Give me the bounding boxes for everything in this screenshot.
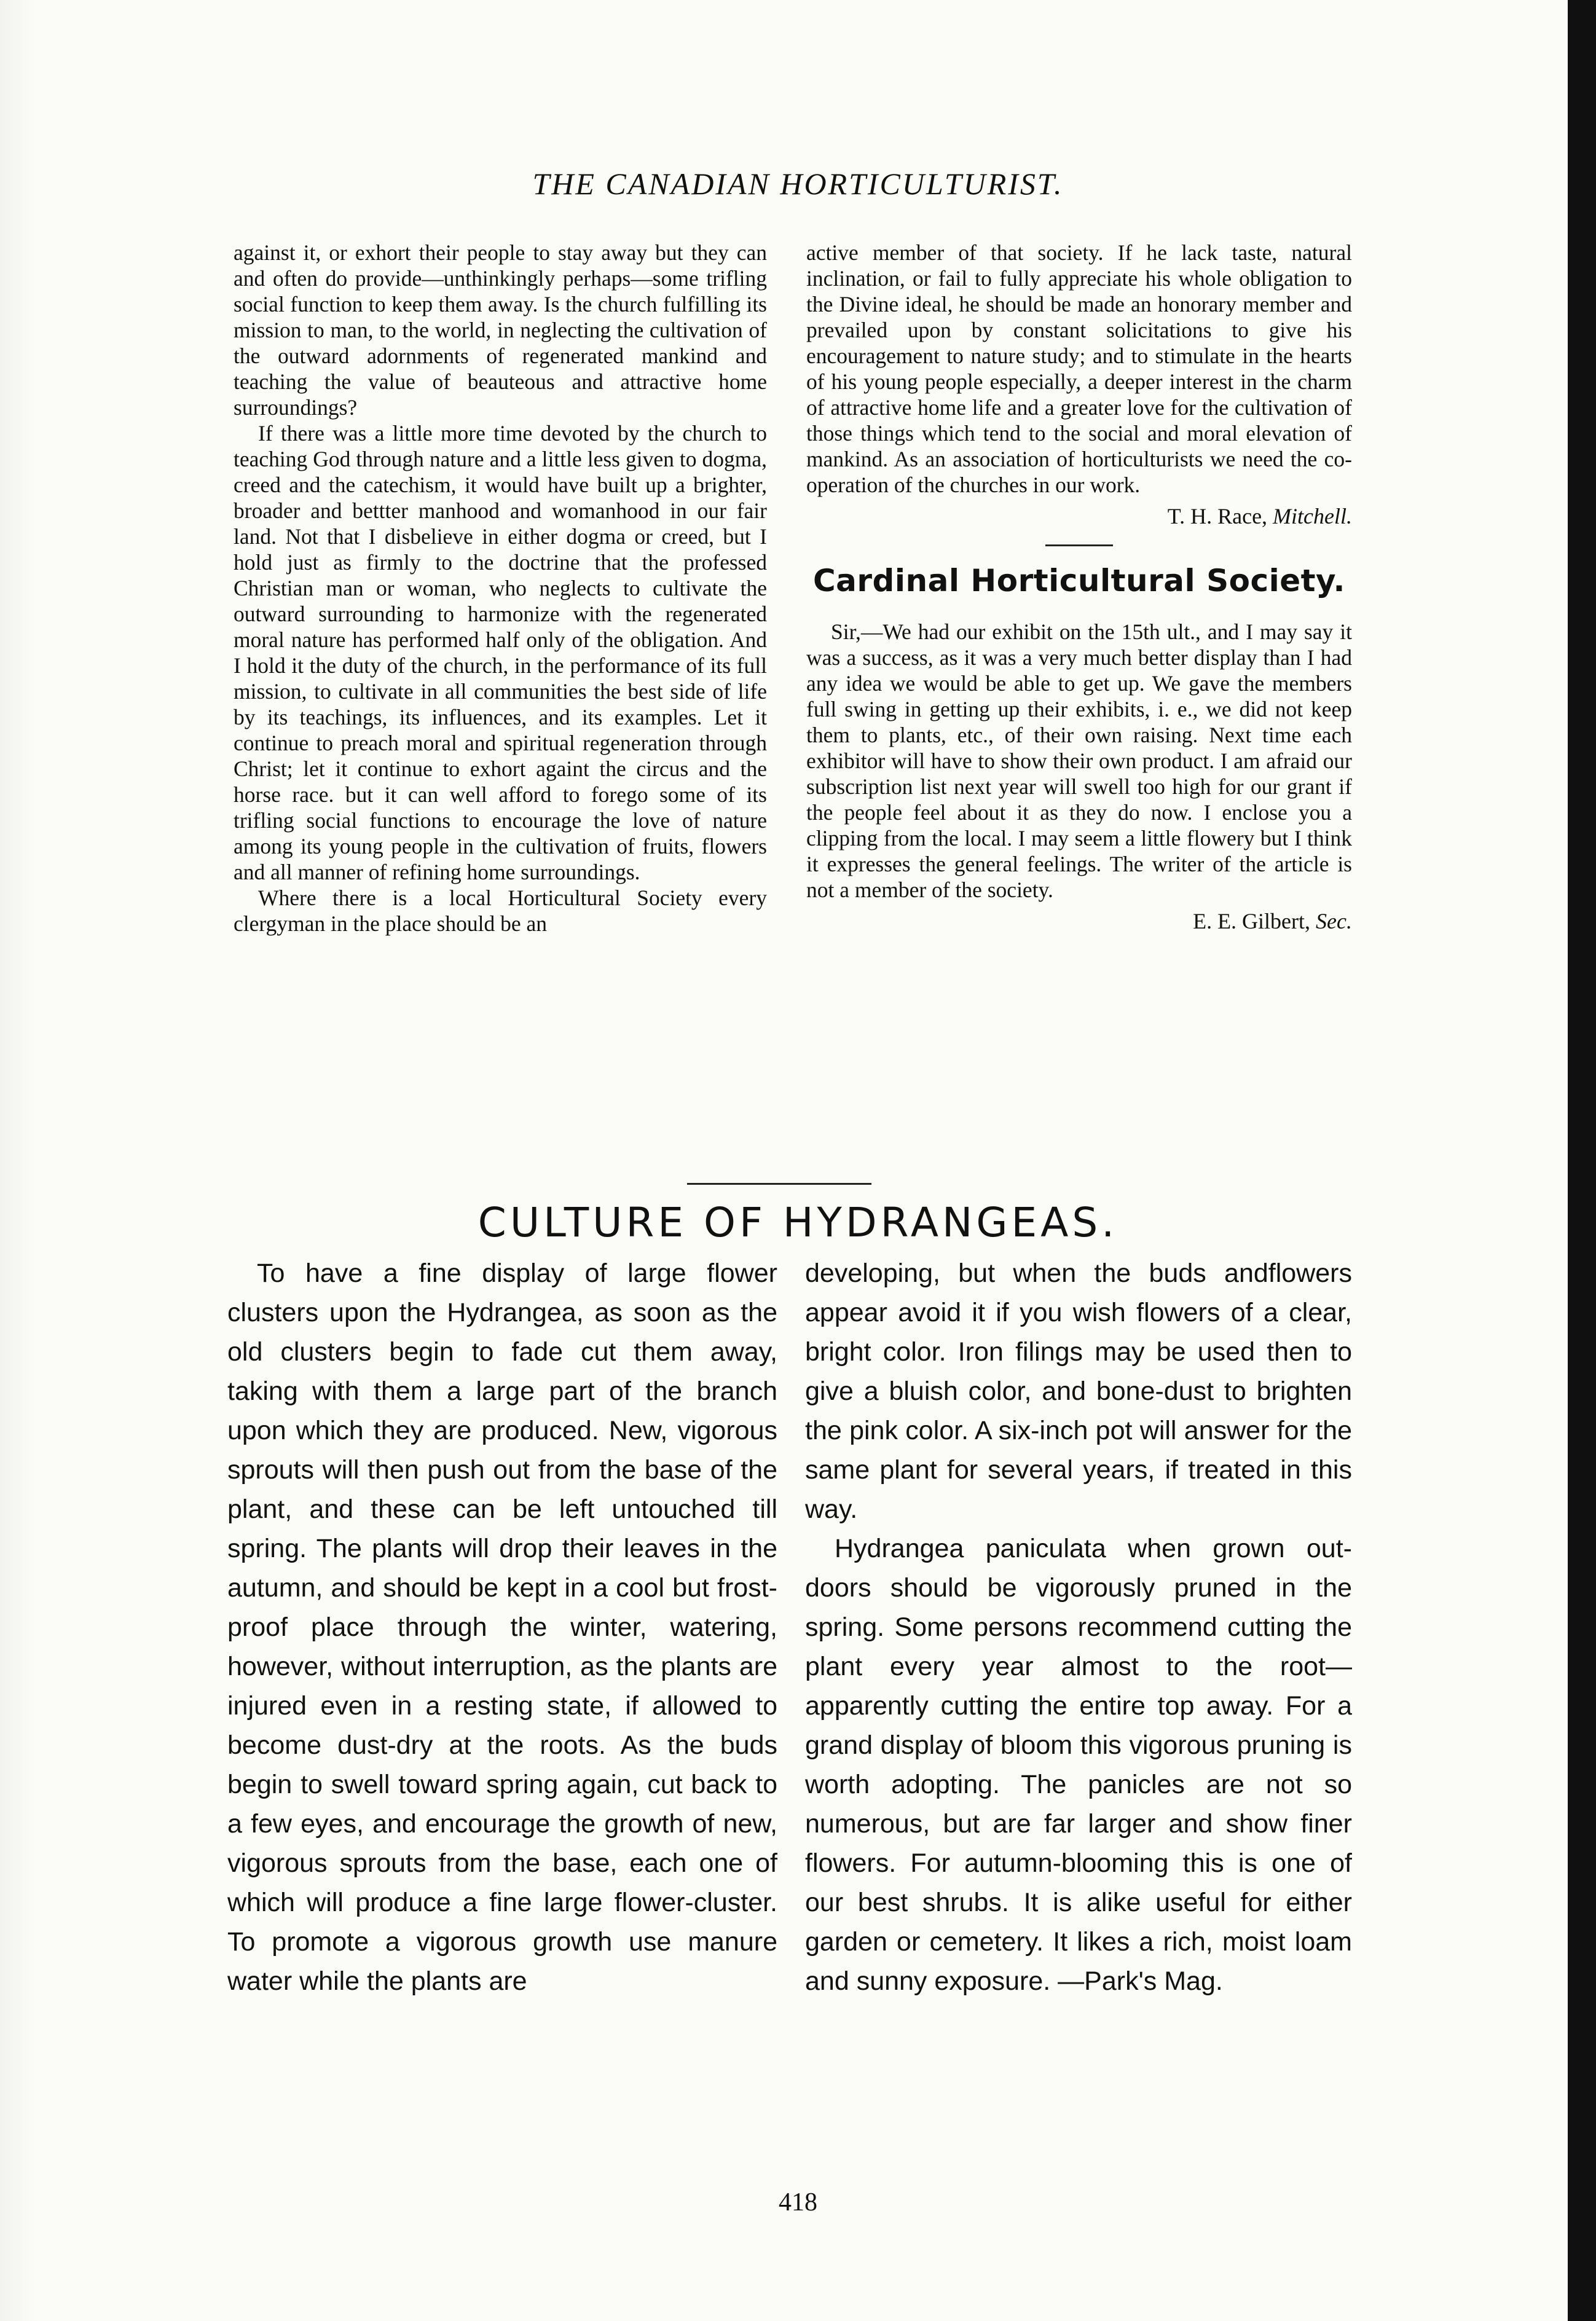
section-title: Cardinal Horticultural Society. xyxy=(812,563,1346,599)
signature-role: Sec. xyxy=(1316,909,1352,933)
paragraph: Where there is a local Horticultural Society every clergyman in the place should be an xyxy=(234,886,767,936)
paragraph: Hydrangea paniculata when grown out-doors should be vigorously pruned in the spring. Some persons recommend cutting the plant every year almost to the root—apparently cutting the entire top away. For a grand display of bloom this vigorous pruning is worth adopting. The panicles are not so numerous, but are far larger and show finer flowers. For autumn-blooming this is one of our best shrubs. It is alike useful for either garden or cemetery. It likes a rich, moist loam and sunny exposure. —Park's Mag. xyxy=(805,1534,1352,1996)
signature xyxy=(806,908,1352,935)
signature-place: Mitchell. xyxy=(1273,504,1352,528)
signature-name: T. H. Race, xyxy=(1167,504,1268,528)
paragraph: developing, but when the buds andflowers appear avoid it if you wish flowers of a clear, bright color. Iron filings may be used then to give a bluish color, and bone-dust to brighten the pink color. A six-inch pot will answer for the same plant for several years, if treated in this way. xyxy=(805,1259,1352,1524)
letter-paragraph: Sir,—We had our exhibit on the 15th ult., and I may say it was a success, as it was a very much better display than I had any idea we would be able to get up. We gave the members full swing in getting up their exhibits, i. e., we did not keep them to plants, etc., of their own raising. Next time each exhibitor will have to show their own product. I am afraid our subscription list next year will swell too high for our grant if the people feel about it as they do now. I enclose you a clipping from the local. I may seem a little flowery but I think it expresses the general feelings. The writer of the article is not a member of the society. xyxy=(806,619,1352,902)
page-number: 418 xyxy=(779,2188,817,2217)
top-two-column-section xyxy=(234,240,1352,1174)
section-divider xyxy=(687,1183,871,1185)
paragraph: against it, or exhort their people to stay away but they can and often do provide—unthinkingly perhaps—some trifling social function to keep them away. Is the church fulfilling its mission to man, to the world, in neglecting the cultivation of the outward adornments of regenerated mankind and teaching the value of beauteous and attractive home surroundings? xyxy=(234,240,767,420)
article-left-column xyxy=(227,1254,777,2001)
paragraph: To have a fine display of large flower clusters upon the Hydrangea, as soon as the old clusters begin to fade cut them away, taking with them a large part of the branch upon which they are produced. New, vigorous sprouts will then push out from the base of the plant, and these can be left untouched till spring. The plants will drop their leaves in the autumn, and should be kept in a cool but frost-proof place through the winter, watering, however, without interruption, as the plants are injured even in a resting state, if allowed to become dust-dry at the roots. As the buds begin to swell toward spring again, cut back to a few eyes, and encourage the growth of new, vigorous sprouts from the base, each one of which will produce a fine large flower-cluster. To promote a vigorous growth use manure water while the plants are xyxy=(227,1259,777,1996)
article-headline: CULTURE OF HYDRANGEAS. xyxy=(478,1199,1118,1246)
binding-shadow xyxy=(1568,0,1596,2321)
article-body xyxy=(227,1254,1352,2175)
signature xyxy=(806,503,1352,530)
divider xyxy=(1045,544,1113,546)
article-right-column xyxy=(805,1254,1352,2001)
signature-name: E. E. Gilbert, xyxy=(1193,909,1311,933)
running-title: THE CANADIAN HORTICULTURIST. xyxy=(532,167,1064,201)
paragraph: If there was a little more time devoted by the church to teaching God through nature and a little less given to dogma, creed and the catechism, it would have built up a brighter, broader and bettter manhood and womanhood in our fair land. Not that I disbelieve in either dogma or creed, but I hold just as firmly to the doctrine that the professed Christian man or woman, who neglects to cultivate the outward surrounding to harmonize with the regenerated moral nature has performed half only of the obligation. And I hold it the duty of the church, in the performance of its full mission, to cultivate in all communities the best side of life by its teachings, its influences, and its examples. Let it continue to preach moral and spiritual regeneration through Christ; let it continue to exhort againt the circus and the horse race. but it can well afford to forego some of its trifling social functions to encourage the love of nature among its young people in the cultivation of fruits, flowers and all manner of refining home surroundings. xyxy=(234,421,767,884)
top-left-column xyxy=(234,240,767,937)
scan-edge xyxy=(0,0,37,2321)
paragraph: active member of that society. If he lack taste, natural inclination, or fail to fully appreciate his whole obligation to the Divine ideal, he should be made an honorary member and prevailed upon by constant solicitations to give his encouragement to nature study; and to stimulate in the hearts of his young people especially, a deeper interest in the charm of attractive home life and a greater love for the cultivation of those things which tend to the social and moral elevation of mankind. As an association of horticulturists we need the co-operation of the churches in our work. xyxy=(806,240,1352,497)
top-right-column xyxy=(806,240,1352,935)
